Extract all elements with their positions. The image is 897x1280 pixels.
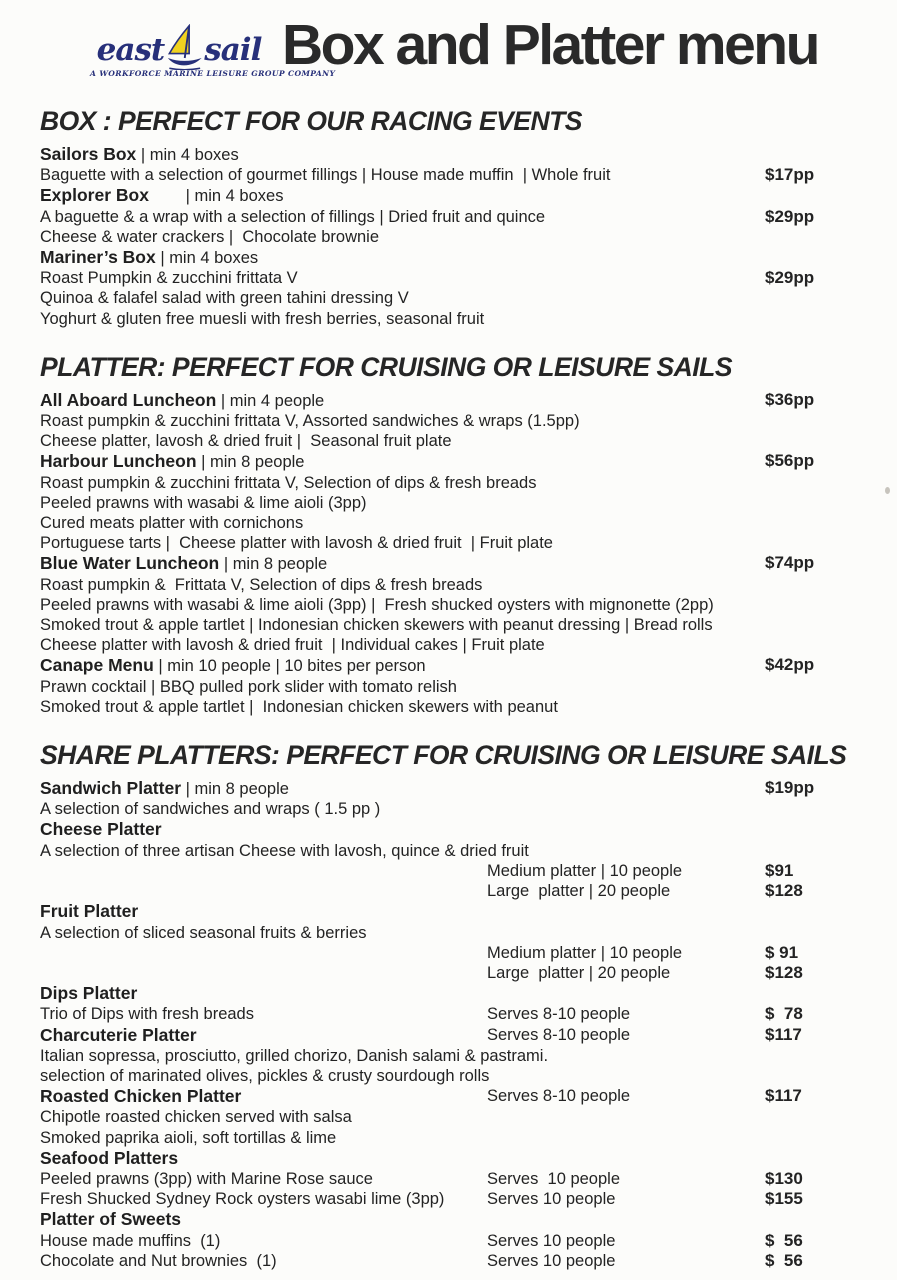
- menu-item-title: [40, 1025, 487, 1046]
- menu-item-description: [40, 1189, 487, 1209]
- menu-section-1: [40, 352, 859, 717]
- menu-item-name: Seafood Platters: [40, 1147, 179, 1168]
- menu-item-qualifier: | min 4 people: [216, 391, 325, 410]
- menu-item-text: Prawn cocktail | BBQ pulled pork slider with tomato relish: [40, 677, 457, 696]
- menu-row: [40, 431, 859, 451]
- serves-label: [487, 799, 765, 819]
- price-label: $130: [765, 1168, 803, 1188]
- menu-body: [40, 106, 859, 1271]
- serves-label: Serves 10 people: [487, 1169, 621, 1188]
- menu-row: [40, 595, 859, 615]
- serves-label: [487, 207, 765, 227]
- serves-label: [487, 983, 765, 1004]
- menu-row: [40, 1148, 859, 1169]
- document-header: [40, 13, 859, 78]
- scan-artifact: [885, 487, 890, 494]
- price-label: [765, 247, 859, 268]
- price-label: $155: [765, 1189, 803, 1209]
- menu-item-description: [40, 1251, 487, 1271]
- serves-label: [487, 697, 765, 717]
- menu-item-text: Cheese platter with lavosh & dried fruit | Individual cakes | Fruit plate: [40, 636, 545, 655]
- price-label: [765, 185, 859, 206]
- menu-item-text: Roast pumpkin & Frittata V, Selection of dips & fresh breads: [40, 575, 483, 594]
- menu-row: [40, 1025, 859, 1046]
- price-label: [765, 615, 859, 635]
- price-label: [765, 309, 859, 329]
- menu-item-text: Smoked trout & apple tartlet | Indonesian chicken skewers with peanut: [40, 697, 558, 716]
- price-label: $29pp: [765, 206, 815, 226]
- menu-item-text: A selection of sandwiches and wraps ( 1.5 pp ): [40, 800, 381, 819]
- serves-label: [487, 1066, 765, 1086]
- menu-row: [40, 635, 859, 655]
- price-label: [765, 841, 859, 861]
- menu-item-text: selection of marinated olives, pickles & crusty sourdough rolls: [40, 1066, 490, 1085]
- price-label: [765, 227, 859, 247]
- menu-row: [40, 227, 859, 247]
- price-label: [765, 819, 859, 840]
- menu-row: [40, 778, 859, 799]
- menu-item-title: [40, 819, 487, 840]
- serves-label: [487, 165, 765, 185]
- serves-label: [487, 493, 765, 513]
- price-label: $ 91: [765, 942, 799, 962]
- menu-item-qualifier: | min 8 people: [196, 453, 305, 472]
- price-label: [765, 901, 859, 922]
- price-label: $56pp: [765, 451, 815, 471]
- menu-item-text: Smoked trout & apple tartlet | Indonesian chicken skewers with peanut dressing | Bread rolls: [40, 616, 713, 635]
- serves-label: Serves 10 people: [487, 1190, 616, 1209]
- price-label: $36pp: [765, 389, 815, 409]
- price-label: [765, 799, 859, 819]
- price-label: [765, 493, 859, 513]
- menu-item-title: [40, 144, 487, 165]
- menu-item-name: Blue Water Luncheon: [40, 553, 220, 574]
- menu-item-text: Quinoa & falafel salad with green tahini dressing V: [40, 289, 409, 308]
- menu-item-text: Yoghurt & gluten free muesli with fresh berries, seasonal fruit: [40, 309, 485, 328]
- serves-label: Medium platter | 10 people: [487, 861, 683, 880]
- menu-item-description: [40, 513, 487, 533]
- serves-label: Large platter | 20 people: [487, 963, 671, 982]
- menu-item-title: [40, 451, 487, 472]
- menu-item-text: Roast pumpkin & zucchini frittata V, Assorted sandwiches & wraps (1.5pp): [40, 412, 580, 431]
- menu-item-qualifier: | min 8 people: [181, 780, 289, 799]
- price-label: $117: [765, 1024, 802, 1044]
- menu-item-name: Charcuterie Platter: [40, 1024, 197, 1045]
- serves-label: [487, 1148, 765, 1169]
- menu-row: [40, 1251, 859, 1271]
- menu-item-description: [40, 533, 553, 553]
- price-label: [765, 1128, 859, 1148]
- menu-item-description: [40, 431, 487, 451]
- menu-item-description: [40, 575, 487, 595]
- menu-item-qualifier: | min 10 people | 10 bites per person: [153, 657, 426, 676]
- menu-item-text: Cheese platter, lavosh & dried fruit | Seasonal fruit plate: [40, 432, 452, 451]
- menu-item-title: [40, 901, 487, 922]
- menu-section-2: [40, 740, 859, 1271]
- menu-item-text: Smoked paprika aioli, soft tortillas & lime: [40, 1128, 337, 1147]
- menu-item-text: Chipotle roasted chicken served with salsa: [40, 1108, 352, 1127]
- serves-label: [487, 635, 765, 655]
- menu-item-text: A selection of three artisan Cheese with lavosh, quince & dried fruit: [40, 841, 529, 860]
- menu-item-name: Harbour Luncheon: [40, 451, 197, 472]
- serves-label: [487, 575, 765, 595]
- menu-item-description: [40, 841, 529, 861]
- menu-item-name: Mariner’s Box: [40, 247, 156, 268]
- menu-row: [40, 655, 859, 676]
- menu-item-title: [40, 1148, 487, 1169]
- serves-label: [487, 655, 765, 676]
- menu-item-description: [40, 1128, 487, 1148]
- menu-item-description: [40, 493, 487, 513]
- menu-item-description: [40, 165, 611, 185]
- serves-label: [487, 1107, 765, 1127]
- menu-row: [40, 1086, 859, 1107]
- menu-item-description: [40, 1004, 487, 1024]
- menu-item-text: Fresh Shucked Sydney Rock oysters wasabi lime (3pp): [40, 1190, 445, 1209]
- serves-label: [487, 288, 765, 308]
- menu-item-description: [40, 635, 545, 655]
- menu-row: [40, 819, 859, 840]
- price-label: [765, 923, 859, 943]
- serves-label: Large platter | 20 people: [487, 882, 671, 901]
- menu-row: [40, 1169, 859, 1189]
- serves-label: [487, 247, 765, 268]
- menu-item-text: Roast Pumpkin & zucchini frittata V: [40, 269, 298, 288]
- menu-item-description: [40, 207, 546, 227]
- serves-label: [487, 268, 765, 288]
- menu-row: [40, 963, 859, 983]
- price-label: $42pp: [765, 655, 815, 675]
- menu-item-text: Trio of Dips with fresh breads: [40, 1005, 254, 1024]
- menu-row: [40, 513, 859, 533]
- menu-row: [40, 473, 859, 493]
- menu-item-name: Dips Platter: [40, 983, 138, 1004]
- serves-label: Serves 10 people: [487, 1231, 616, 1250]
- menu-row: [40, 799, 859, 819]
- price-label: [765, 513, 859, 533]
- price-label: $ 78: [765, 1004, 803, 1024]
- menu-row: [40, 1066, 859, 1086]
- price-label: [765, 697, 859, 717]
- price-label: [765, 533, 859, 553]
- brand-wordmark: [90, 24, 268, 66]
- menu-item-description: [40, 268, 487, 288]
- serves-label: [487, 513, 765, 533]
- menu-item-description: [40, 473, 537, 493]
- menu-item-qualifier: | min 8 people: [219, 555, 328, 574]
- price-label: [765, 635, 859, 655]
- menu-item-description: [40, 227, 487, 247]
- serves-label: [487, 1209, 765, 1230]
- menu-item-text: Cheese & water crackers | Chocolate brownie: [40, 227, 380, 246]
- menu-item-text: Peeled prawns with wasabi & lime aioli (3pp) | Fresh shucked oysters with mignonette (2pp): [40, 595, 714, 614]
- menu-item-description: [40, 861, 487, 881]
- price-label: $74pp: [765, 553, 815, 573]
- menu-item-qualifier: | min 4 boxes: [148, 187, 284, 206]
- menu-item-description: [40, 881, 487, 901]
- menu-item-name: Fruit Platter: [40, 901, 139, 922]
- menu-item-title: [40, 983, 487, 1004]
- menu-item-title: [40, 1209, 487, 1230]
- menu-item-text: Peeled prawns with wasabi & lime aioli (3pp): [40, 493, 367, 512]
- menu-row: [40, 861, 859, 881]
- menu-item-title: [40, 1086, 487, 1107]
- menu-item-description: [40, 677, 487, 697]
- menu-item-text: A selection of sliced seasonal fruits & berries: [40, 923, 367, 942]
- serves-label: [487, 841, 765, 861]
- menu-row: [40, 1209, 859, 1230]
- serves-label: [487, 615, 765, 635]
- menu-item-description: [40, 309, 487, 329]
- price-label: [765, 677, 859, 697]
- menu-row: [40, 575, 859, 595]
- menu-item-name: Roasted Chicken Platter: [40, 1086, 242, 1107]
- menu-row: [40, 1231, 859, 1251]
- menu-row: [40, 983, 859, 1004]
- menu-row: [40, 309, 859, 329]
- menu-row: [40, 923, 859, 943]
- price-label: $ 56: [765, 1250, 803, 1270]
- menu-row: [40, 943, 859, 963]
- menu-item-title: [40, 553, 487, 574]
- serves-label: [487, 553, 765, 574]
- menu-item-description: [40, 923, 487, 943]
- serves-label: Serves 8-10 people: [487, 1005, 631, 1024]
- menu-item-description: [40, 799, 487, 819]
- price-label: [765, 144, 859, 165]
- price-label: [765, 595, 859, 615]
- menu-item-name: Explorer Box: [40, 185, 149, 206]
- menu-row: [40, 901, 859, 922]
- price-label: [765, 1046, 859, 1066]
- serves-label: [487, 227, 765, 247]
- page-title: Box and Platter menu: [282, 13, 818, 77]
- menu-row: [40, 1128, 859, 1148]
- section-heading: PLATTER: PERFECT FOR CRUISING OR LEISURE SAILS: [40, 351, 733, 382]
- menu-row: [40, 841, 859, 861]
- menu-item-text: House made muffins (1): [40, 1231, 221, 1250]
- menu-item-description: [40, 1066, 490, 1086]
- menu-row: [40, 185, 859, 206]
- menu-row: [40, 1189, 859, 1209]
- price-label: $91: [765, 860, 794, 880]
- serves-label: [487, 901, 765, 922]
- menu-row: [40, 1107, 859, 1127]
- menu-item-text: Italian sopressa, prosciutto, grilled chorizo, Danish salami & pastrami.: [40, 1046, 549, 1065]
- menu-row: [40, 165, 859, 185]
- price-label: $17pp: [765, 165, 815, 185]
- menu-row: [40, 1004, 859, 1024]
- menu-item-title: [40, 185, 487, 206]
- serves-label: Medium platter | 10 people: [487, 943, 683, 962]
- menu-item-text: Chocolate and Nut brownies (1): [40, 1251, 277, 1270]
- menu-row: [40, 451, 859, 472]
- serves-label: [487, 778, 765, 799]
- menu-item-name: Canape Menu: [40, 655, 154, 676]
- price-label: [765, 1148, 859, 1169]
- menu-item-text: Baguette with a selection of gourmet fillings | House made muffin | Whole fruit: [40, 166, 611, 185]
- price-label: $29pp: [765, 268, 815, 288]
- menu-item-title: [40, 247, 487, 268]
- menu-item-name: Platter of Sweets: [40, 1209, 182, 1230]
- menu-item-title: [40, 778, 487, 799]
- price-label: [765, 1066, 859, 1086]
- serves-label: [487, 185, 765, 206]
- menu-item-description: [40, 1169, 487, 1189]
- menu-row: [40, 697, 859, 717]
- menu-item-description: [40, 697, 558, 717]
- price-label: $128: [765, 881, 803, 901]
- serves-label: [487, 309, 765, 329]
- menu-row: [40, 144, 859, 165]
- menu-row: [40, 247, 859, 268]
- sailboat-icon: [162, 24, 206, 70]
- serves-label: [487, 390, 765, 411]
- menu-item-text: A baguette & a wrap with a selection of fillings | Dried fruit and quince: [40, 207, 546, 226]
- serves-label: Serves 10 people: [487, 1251, 616, 1270]
- price-label: [765, 473, 859, 493]
- menu-item-name: Sailors Box: [40, 144, 137, 164]
- menu-item-description: [40, 615, 713, 635]
- brand-word-east: east: [96, 32, 165, 68]
- serves-label: [487, 819, 765, 840]
- serves-label: [487, 595, 765, 615]
- price-label: [765, 288, 859, 308]
- menu-row: [40, 677, 859, 697]
- serves-label: [487, 533, 765, 553]
- logo-tagline: A WORKFORCE MARINE LEISURE GROUP COMPANY: [90, 69, 336, 78]
- price-label: [765, 983, 859, 1004]
- menu-item-text: Cured meats platter with cornichons: [40, 514, 304, 533]
- price-label: [765, 411, 859, 431]
- menu-row: [40, 1046, 859, 1066]
- menu-item-description: [40, 1046, 549, 1066]
- serves-label: [487, 451, 765, 472]
- menu-item-description: [40, 1107, 487, 1127]
- price-label: $19pp: [765, 778, 815, 798]
- menu-item-qualifier: | min 4 boxes: [136, 146, 239, 164]
- price-label: $128: [765, 962, 803, 982]
- serves-label: [487, 1046, 765, 1066]
- serves-label: [487, 144, 765, 165]
- serves-label: [487, 923, 765, 943]
- menu-row: [40, 268, 859, 288]
- menu-item-title: [40, 655, 487, 676]
- price-label: [765, 1209, 859, 1230]
- serves-label: [487, 411, 765, 431]
- serves-label: Serves 8-10 people: [487, 1025, 631, 1044]
- menu-row: [40, 207, 859, 227]
- menu-item-description: [40, 943, 487, 963]
- menu-row: [40, 390, 859, 411]
- menu-item-name: All Aboard Luncheon: [40, 389, 217, 410]
- menu-row: [40, 493, 859, 513]
- price-label: [765, 431, 859, 451]
- menu-item-description: [40, 411, 580, 431]
- menu-item-name: Cheese Platter: [40, 819, 162, 840]
- serves-label: [487, 1128, 765, 1148]
- menu-item-name: Sandwich Platter: [40, 778, 182, 799]
- menu-row: [40, 533, 859, 553]
- serves-label: [487, 473, 765, 493]
- menu-row: [40, 881, 859, 901]
- price-label: [765, 575, 859, 595]
- menu-item-description: [40, 595, 714, 615]
- price-label: [765, 1107, 859, 1127]
- menu-item-text: Portuguese tarts | Cheese platter with lavosh & dried fruit | Fruit plate: [40, 534, 553, 553]
- menu-section-0: [40, 106, 859, 329]
- menu-item-qualifier: | min 4 boxes: [155, 249, 259, 268]
- menu-row: [40, 553, 859, 574]
- menu-item-title: [40, 390, 487, 411]
- menu-item-description: [40, 288, 487, 308]
- menu-row: [40, 411, 859, 431]
- menu-row: [40, 288, 859, 308]
- menu-item-text: Roast pumpkin & zucchini frittata V, Selection of dips & fresh breads: [40, 473, 537, 492]
- price-label: $117: [765, 1086, 802, 1106]
- menu-row: [40, 615, 859, 635]
- menu-item-text: Peeled prawns (3pp) with Marine Rose sauce: [40, 1169, 373, 1188]
- brand-word-sail: sail: [204, 32, 262, 68]
- eastsail-logo: [90, 16, 336, 78]
- menu-item-description: [40, 1231, 487, 1251]
- menu-item-description: [40, 963, 487, 983]
- serves-label: [487, 677, 765, 697]
- serves-label: Serves 8-10 people: [487, 1087, 631, 1106]
- section-heading: SHARE PLATTERS: PERFECT FOR CRUISING OR LEISURE SAILS: [40, 740, 847, 771]
- price-label: $ 56: [765, 1230, 803, 1250]
- serves-label: [487, 431, 765, 451]
- section-heading: BOX : PERFECT FOR OUR RACING EVENTS: [40, 106, 582, 136]
